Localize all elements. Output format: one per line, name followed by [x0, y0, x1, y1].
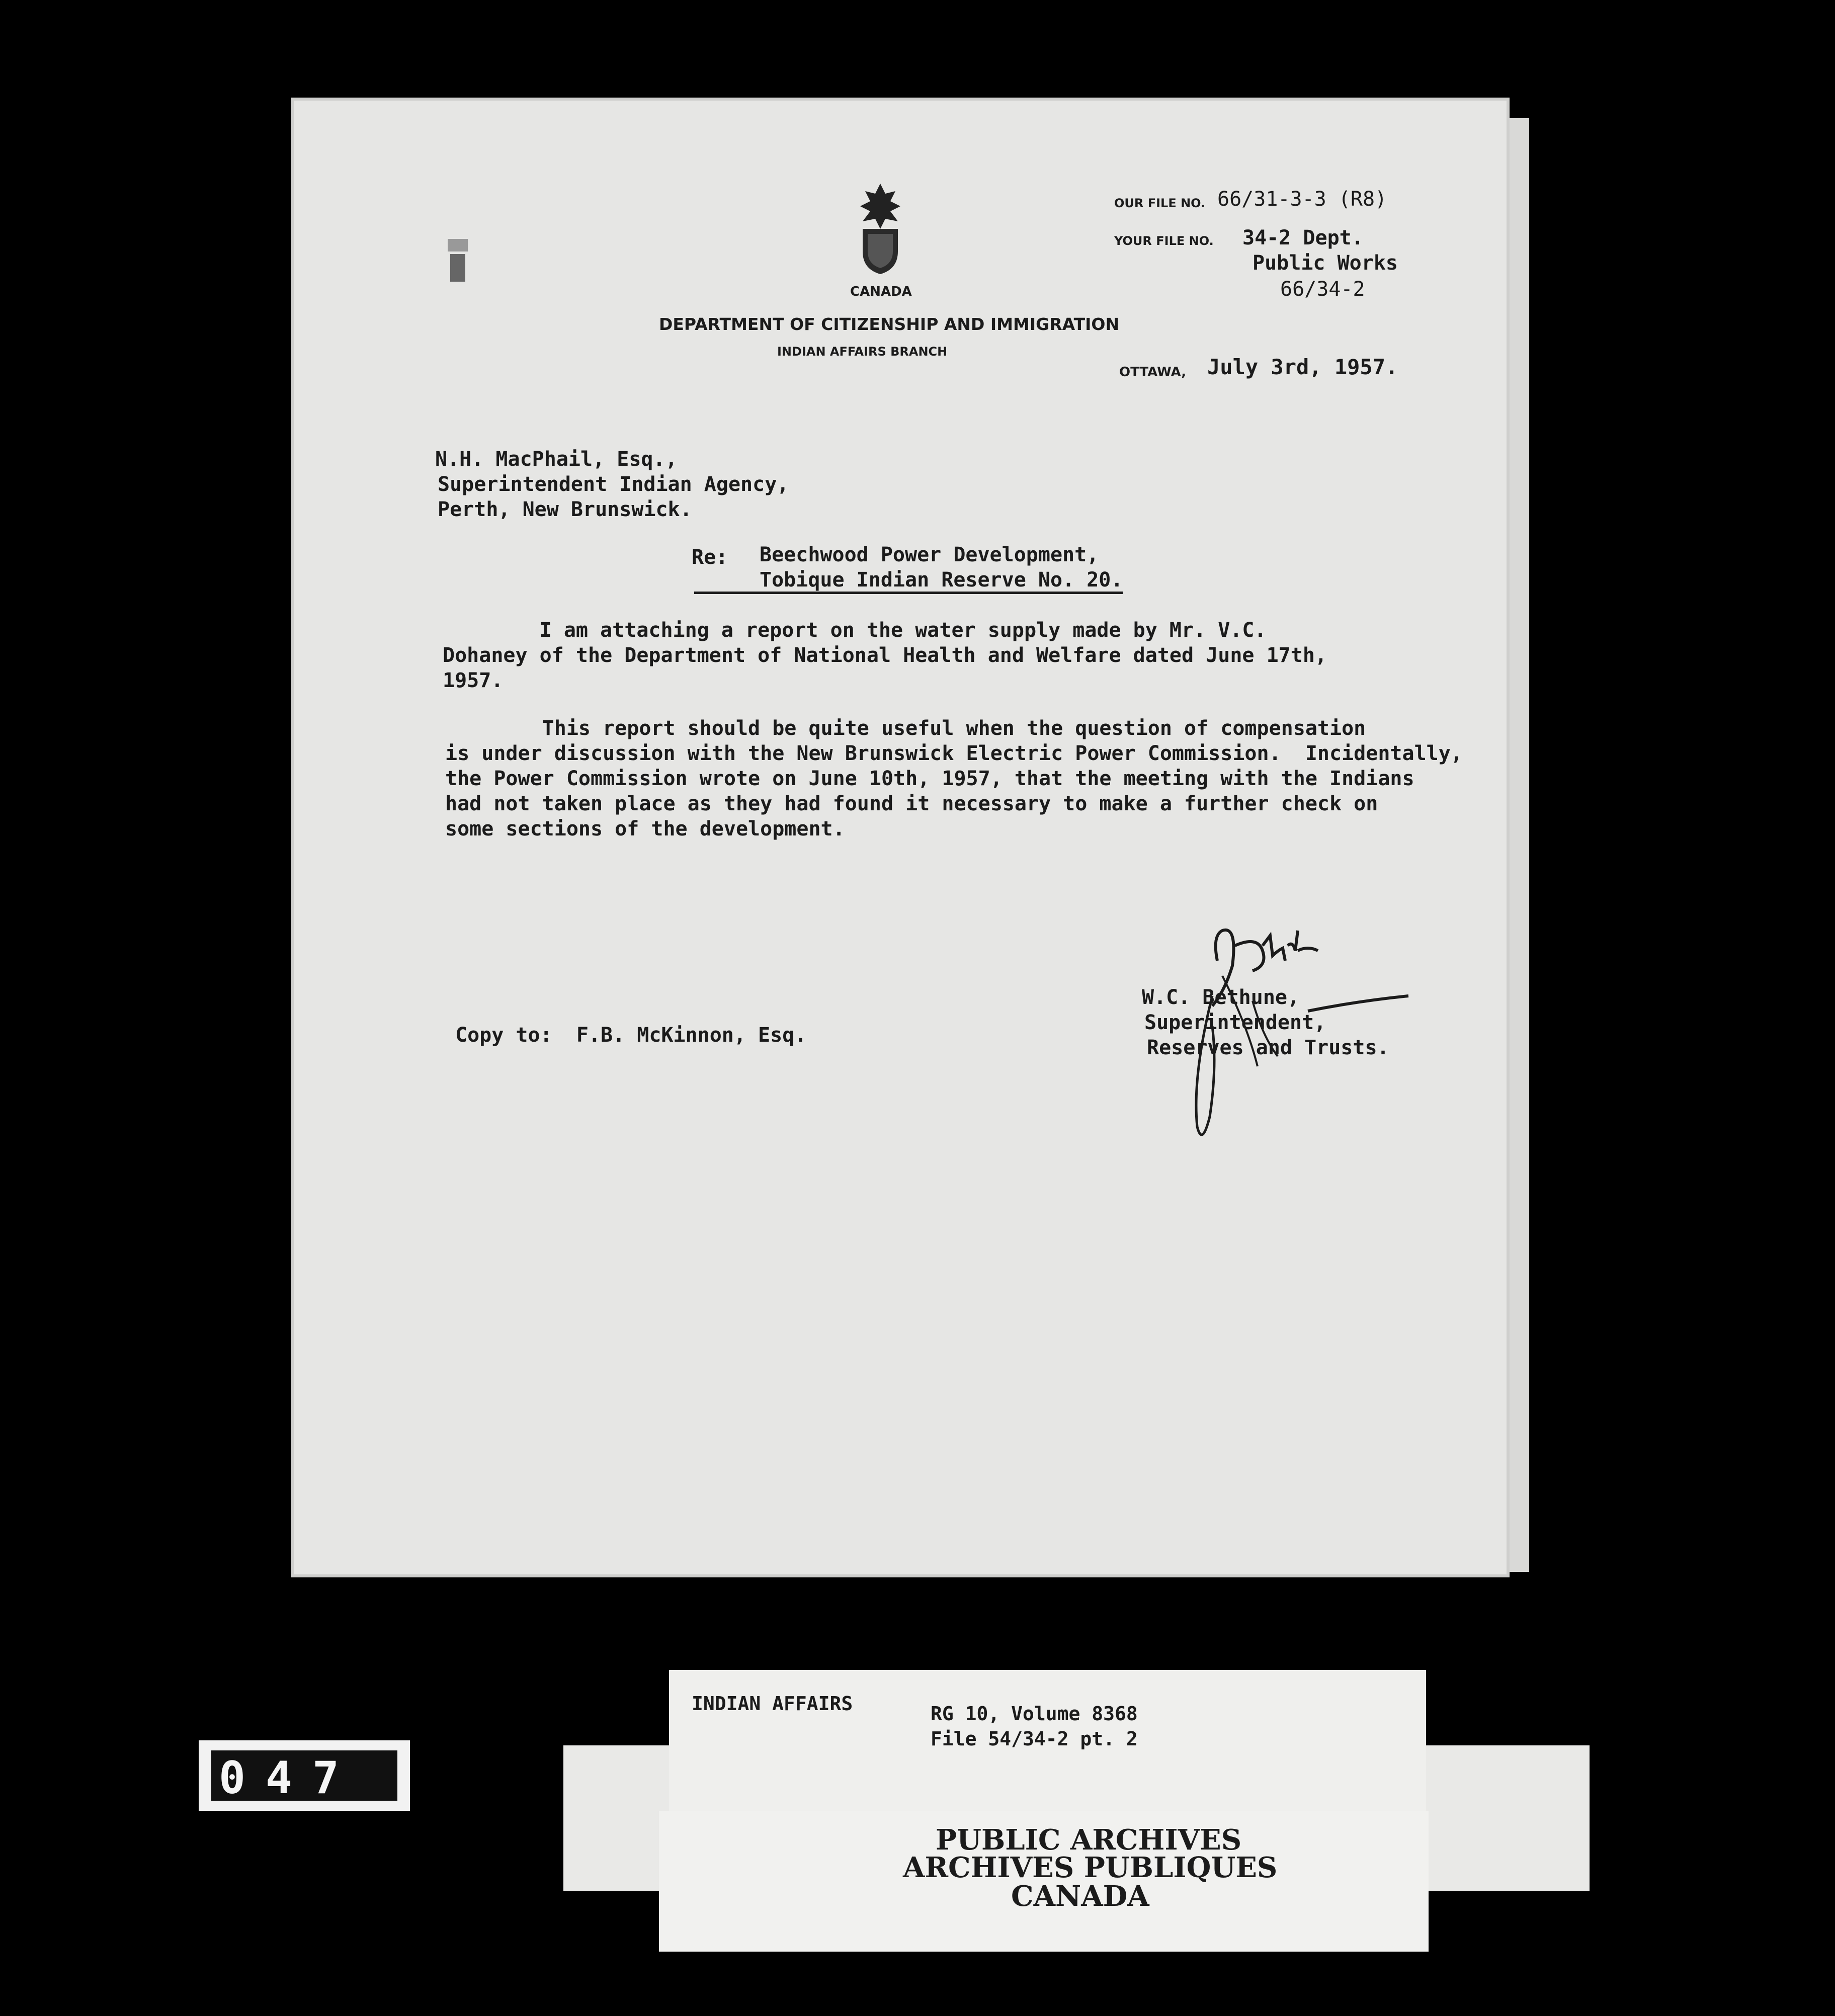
archive-file: File 54/34-2 pt. 2 — [931, 1728, 1138, 1750]
archive-stamp-line3: CANADA — [1011, 1880, 1149, 1913]
body-line: This report should be quite useful when the question of compensation — [445, 717, 1366, 740]
archive-volume: RG 10, Volume 8368 — [931, 1703, 1138, 1725]
signatory-title: Superintendent, — [1144, 1011, 1326, 1034]
subject-line2: Tobique Indian Reserve No. 20. — [694, 568, 1123, 594]
body-line: some sections of the development. — [445, 817, 845, 841]
recipient-line: N.H. MacPhail, Esq., — [435, 448, 678, 471]
recipient-line: Superintendent Indian Agency, — [438, 473, 789, 496]
subject-line1: Beechwood Power Development, — [760, 543, 1099, 566]
body-line: 1957. — [443, 669, 504, 692]
archive-collection: INDIAN AFFAIRS — [692, 1693, 853, 1715]
letter-date: July 3rd, 1957. — [1207, 355, 1398, 379]
your-file-line2: Public Works — [1253, 251, 1398, 275]
frame-counter-digits: 047 — [219, 1752, 359, 1804]
country-label: CANADA — [850, 284, 912, 299]
body-line: is under discussion with the New Brunswick Electric Power Commission. Incidentally, — [445, 742, 1463, 765]
coat-of-arms-icon — [850, 181, 910, 277]
recipient-line: Perth, New Brunswick. — [438, 498, 692, 521]
signatory-division: Reserves and Trusts. — [1147, 1036, 1389, 1059]
signatory-name: W.C. Bethune, — [1142, 986, 1300, 1009]
body-line: had not taken place as they had found it necessary to make a further check on — [445, 792, 1378, 815]
department-title: DEPARTMENT OF CITIZENSHIP AND IMMIGRATION — [659, 314, 1120, 334]
branch-title: INDIAN AFFAIRS BRANCH — [777, 345, 948, 359]
body-line: Dohaney of the Department of National Health and Welfare dated June 17th, — [443, 644, 1327, 667]
archive-stamp-line1: PUBLIC ARCHIVES — [936, 1823, 1242, 1857]
subject-label: Re: — [692, 546, 728, 569]
our-file-label: OUR FILE NO. — [1114, 196, 1206, 210]
your-file-label: YOUR FILE NO. — [1114, 234, 1214, 248]
place-label: OTTAWA, — [1119, 365, 1187, 380]
your-file-line1: 34-2 Dept. — [1242, 226, 1364, 249]
frame-counter — [199, 1733, 410, 1818]
punch-hole-mark — [443, 234, 473, 289]
copy-to-line: Copy to: F.B. McKinnon, Esq. — [455, 1024, 807, 1047]
body-line: the Power Commission wrote on June 10th, 1957, that the meeting with the Indians — [445, 767, 1414, 790]
body-line: I am attaching a report on the water supply made by Mr. V.C. — [443, 619, 1267, 642]
your-file-line3: 66/34-2 — [1280, 278, 1365, 301]
our-file-value: 66/31-3-3 (R8) — [1217, 188, 1387, 211]
archive-stamp-line2: ARCHIVES PUBLIQUES — [903, 1851, 1278, 1884]
